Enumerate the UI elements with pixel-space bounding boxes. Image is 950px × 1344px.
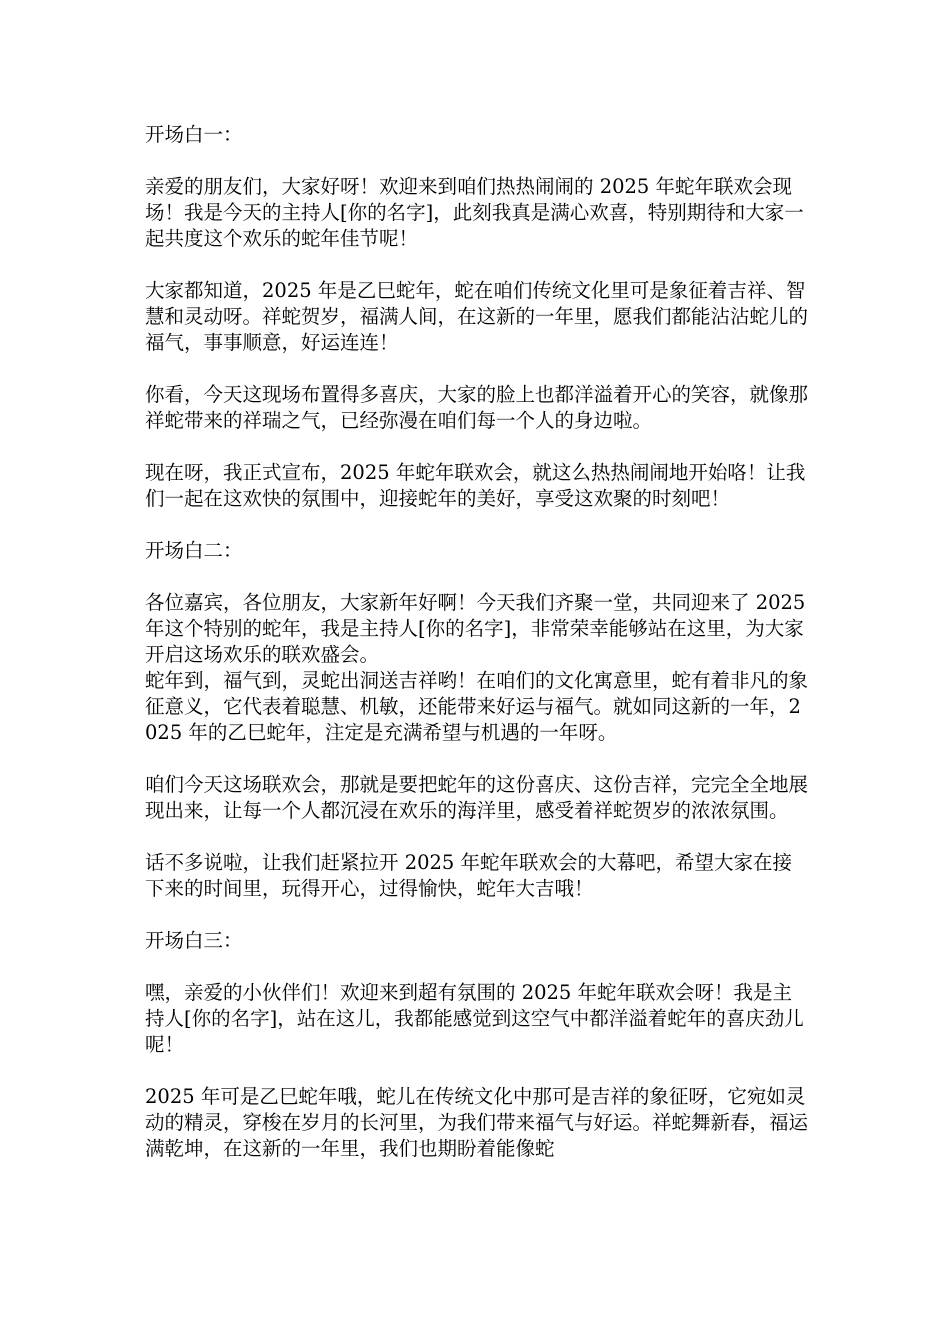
paragraph: 你看，今天这现场布置得多喜庆，大家的脸上也都洋溢着开心的笑容，就像那祥蛇带来的祥瑞之气，已经弥漫在咱们每一个人的身边啦。	[145, 383, 809, 432]
section-heading-1: 开场白一：	[145, 123, 243, 146]
paragraph: 2025 年可是乙巳蛇年哦，蛇儿在传统文化中那可是吉祥的象征呀，它宛如灵动的精灵，穿梭在岁月的长河里，为我们带来福气与好运。祥蛇舞新春，福运满乾坤，在这新的一年里，我们也期盼着能像蛇	[145, 1085, 809, 1160]
paragraph: 话不多说啦，让我们赶紧拉开 2025 年蛇年联欢会的大幕吧，希望大家在接下来的时间里，玩得开心，过得愉快，蛇年大吉哦！	[145, 851, 793, 900]
paragraph: 各位嘉宾，各位朋友，大家新年好啊！今天我们齐聚一堂，共同迎来了 2025 年这个特别的蛇年，我是主持人[你的名字]，非常荣幸能够站在这里，为大家开启这场欢乐的联欢盛会。	[145, 591, 806, 666]
paragraph: 咱们今天这场联欢会，那就是要把蛇年的这份喜庆、这份吉祥，完完全全地展现出来，让每一个人都沉浸在欢乐的海洋里，感受着祥蛇贺岁的浓浓氛围。	[145, 773, 809, 822]
document-body	[145, 122, 810, 1188]
paragraph: 亲爱的朋友们，大家好呀！欢迎来到咱们热热闹闹的 2025 年蛇年联欢会现场！我是今天的主持人[你的名字]，此刻我真是满心欢喜，特别期待和大家一起共度这个欢乐的蛇年佳节呢！	[145, 175, 804, 250]
paragraph: 现在呀，我正式宣布，2025 年蛇年联欢会，就这么热热闹闹地开始咯！让我们一起在这欢快的氛围中，迎接蛇年的美好，享受这欢聚的时刻吧！	[145, 461, 806, 510]
section-heading-2: 开场白二：	[145, 539, 243, 562]
paragraph: 蛇年到，福气到，灵蛇出洞送吉祥哟！在咱们的文化寓意里，蛇有着非凡的象征意义，它代表着聪慧、机敏，还能带来好运与福气。就如同这新的一年，2025 年的乙巳蛇年，注定是充满希望与机遇的一年呀。	[145, 669, 809, 744]
paragraph: 大家都知道，2025 年是乙巳蛇年，蛇在咱们传统文化里可是象征着吉祥、智慧和灵动呀。祥蛇贺岁，福满人间，在这新的一年里，愿我们都能沾沾蛇儿的福气，事事顺意，好运连连！	[145, 279, 809, 354]
section-heading-3: 开场白三：	[145, 929, 243, 952]
paragraph: 嘿，亲爱的小伙伴们！欢迎来到超有氛围的 2025 年蛇年联欢会呀！我是主持人[你的名字]，站在这儿，我都能感觉到这空气中都洋溢着蛇年的喜庆劲儿呢！	[145, 981, 804, 1056]
